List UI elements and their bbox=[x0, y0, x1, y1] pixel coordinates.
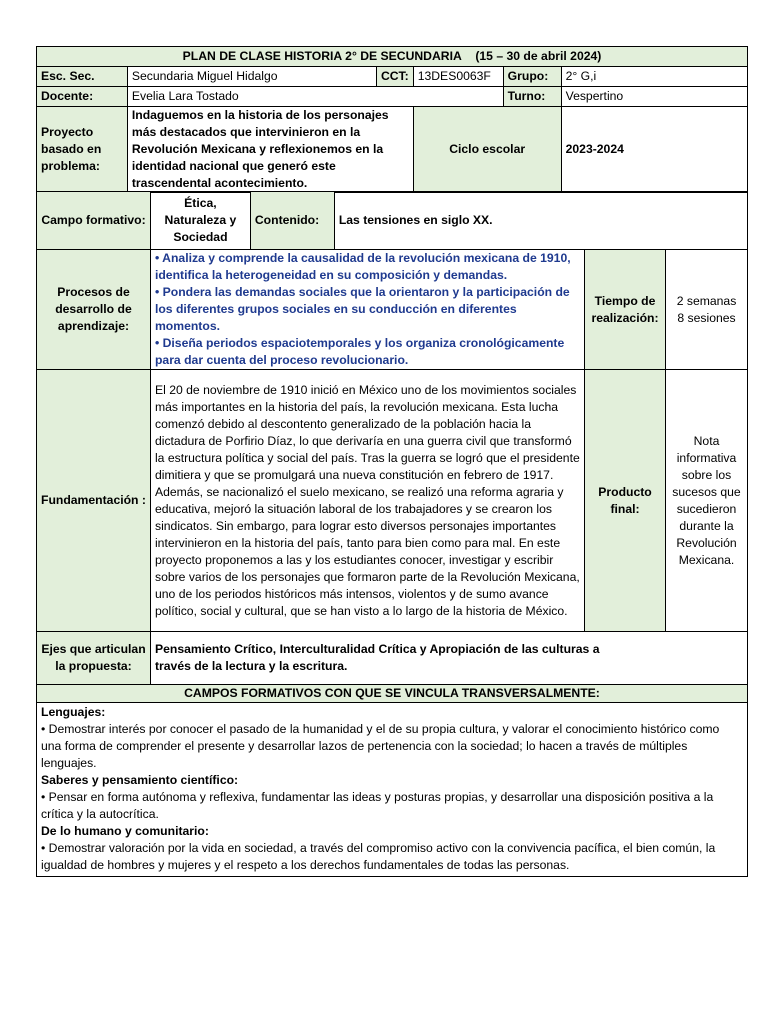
ejes-label: Ejes que articulan la propuesta: bbox=[37, 632, 151, 685]
plan-table bbox=[36, 191, 748, 877]
tiempo-value bbox=[666, 250, 748, 370]
proyecto-label: Proyecto basado en problema: bbox=[37, 107, 128, 193]
ciclo-value: 2023-2024 bbox=[561, 107, 747, 193]
header-table bbox=[36, 46, 748, 193]
esc-value: Secundaria Miguel Hidalgo bbox=[127, 67, 376, 87]
procesos-list bbox=[150, 250, 584, 370]
proyecto-value: Indaguemos en la historia de los personajes más destacados que intervinieron en la Revolución Mexicana y reflexionemos en la identidad nacional que generó este trascendental acontecimiento. bbox=[127, 107, 413, 193]
plan-title bbox=[37, 47, 748, 67]
esc-label: Esc. Sec. bbox=[37, 67, 128, 87]
tiempo-sessions: 8 sesiones bbox=[677, 310, 736, 325]
ejes-value: Pensamiento Crítico, Interculturalidad Crítica y Apropiación de las culturas a través de la lectura y la escritura. bbox=[150, 632, 747, 685]
campo-label: Campo formativo: bbox=[37, 192, 151, 250]
ciclo-label: Ciclo escolar bbox=[413, 107, 561, 193]
grupo-value: 2° G,i bbox=[561, 67, 747, 87]
campos-title: CAMPOS FORMATIVOS CON QUE SE VINCULA TRANSVERSALMENTE: bbox=[37, 685, 748, 703]
producto-label: Producto final: bbox=[585, 370, 666, 632]
docente-value: Evelia Lara Tostado bbox=[127, 87, 503, 107]
contenido-value: Las tensiones en siglo XX. bbox=[334, 192, 747, 250]
cct-value: 13DES0063F bbox=[413, 67, 503, 87]
title-text: PLAN DE CLASE HISTORIA 2° DE SECUNDARIA bbox=[182, 49, 462, 63]
procesos-item: • Pondera las demandas sociales que la orientaron y la participación de los diferentes grupos sociales en su conducción en diferentes momentos. bbox=[154, 285, 570, 333]
grupo-label: Grupo: bbox=[503, 67, 561, 87]
procesos-item: • Analiza y comprende la causalidad de la revolución mexicana de 1910, identifica la heterogeneidad en su composición y demandas. bbox=[154, 251, 571, 282]
lenguajes-text: • Demostrar interés por conocer el pasado de la humanidad y el de su propia cultura, y valorar el conocimiento histórico como una forma de comprender el presente y desarrollar lazos de pertenencia con la sociedad; lo hacen a través de múltiples lenguajes. bbox=[41, 722, 720, 770]
humano-label: De lo humano y comunitario: bbox=[41, 824, 209, 838]
fundamentacion-text: El 20 de noviembre de 1910 inició en México uno de los movimientos sociales más importantes en la historia del país, la revolución mexicana. Esta lucha comenzó debido al descontento generalizado de la población hacia la dictadura de Porfirio Díaz, lo que derivaría en una guerra civil que transformó la estructura política y social del país. Tras la guerra se logró que el presidente dimitiera y que se promulgará una nueva constitución en febrero de 1917. Además, se nacionalizó el suelo mexicano, se realizó una reforma agraria y educativa, mejoró la situación laboral de los trabajadores y se crearon los sindicatos. Sin embargo, para lograr esto diversos personajes importantes intervinieron en la historia del país, tanto para bien como para mal. En este proyecto proponemos a las y los estudiantes conocer, investigar y escribir sobre varios de los personajes que formaron parte de la Revolución Mexicana, uno de los periodos históricos más intensos, violentos y de sumo avance político, social y cultural, que se han visto a lo largo de la historia de México. bbox=[150, 370, 584, 632]
tiempo-label: Tiempo de realización: bbox=[585, 250, 666, 370]
fundamentacion-label: Fundamentación : bbox=[37, 370, 151, 632]
campos-body bbox=[37, 703, 748, 877]
humano-text: • Demostrar valoración por la vida en sociedad, a través del compromiso activo con la convivencia pacífica, el bien común, la igualdad de hombres y mujeres y el respeto a los derechos fundamentales de todas las personas. bbox=[41, 841, 716, 872]
turno-value: Vespertino bbox=[561, 87, 747, 107]
procesos-label: Procesos de desarrollo de aprendizaje: bbox=[37, 250, 151, 370]
producto-value: Nota informativa sobre los sucesos que sucedieron durante la Revolución Mexicana. bbox=[666, 370, 748, 632]
saberes-label: Saberes y pensamiento científico: bbox=[41, 773, 239, 787]
tiempo-weeks: 2 semanas bbox=[676, 293, 737, 308]
docente-label: Docente: bbox=[37, 87, 128, 107]
campo-value: Ética, Naturaleza y Sociedad bbox=[150, 192, 250, 250]
lenguajes-label: Lenguajes: bbox=[41, 705, 106, 719]
cct-label: CCT: bbox=[376, 67, 413, 87]
procesos-item: • Diseña periodos espaciotemporales y los organiza cronológicamente para dar cuenta del proceso revolucionario. bbox=[154, 336, 565, 367]
saberes-text: • Pensar en forma autónoma y reflexiva, fundamentar las ideas y posturas propias, y desarrollar una disposición positiva a la crítica y la autocrítica. bbox=[41, 790, 714, 821]
title-dates: (15 – 30 de abril 2024) bbox=[475, 49, 602, 63]
contenido-label: Contenido: bbox=[250, 192, 334, 250]
turno-label: Turno: bbox=[503, 87, 561, 107]
